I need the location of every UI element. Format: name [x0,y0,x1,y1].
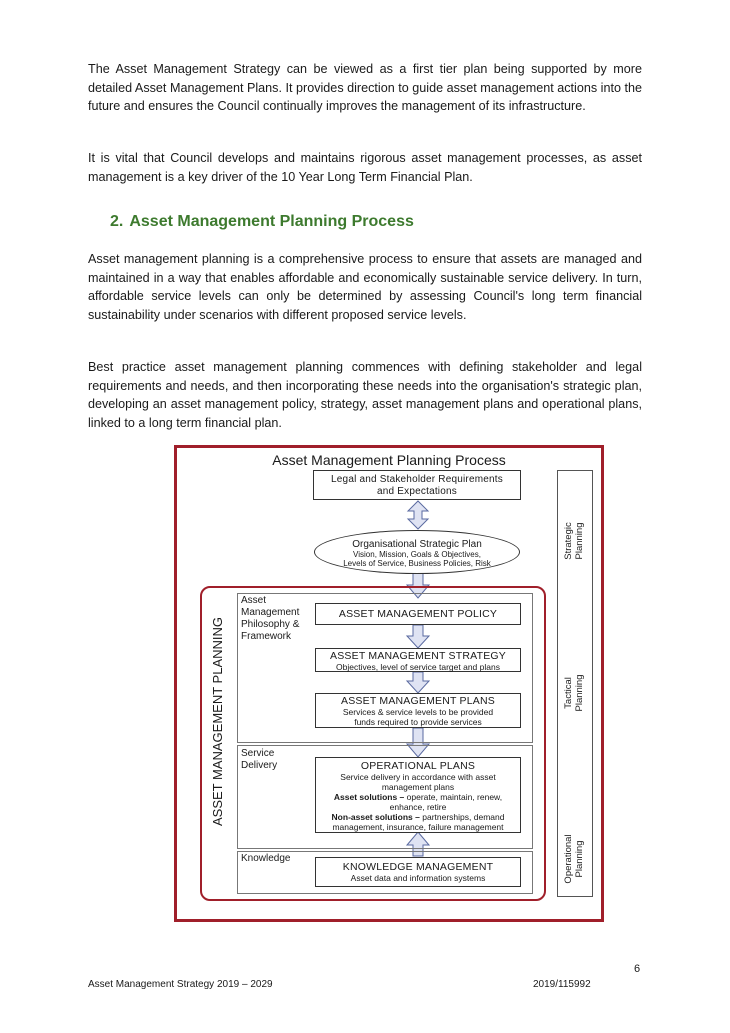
operational-sub-1: Service delivery in accordance with asset [340,772,496,782]
knowledge-title: KNOWLEDGE MANAGEMENT [342,861,494,873]
plans-title: ASSET MANAGEMENT PLANS [341,695,495,707]
footer-document-title: Asset Management Strategy 2019 – 2029 [88,979,273,990]
strategic-planning-label [564,501,588,581]
planning-process-diagram [174,445,604,922]
asset-solutions-line-2: enhance, retire [389,802,447,812]
strategy-box [315,648,521,672]
diagram-title: Asset Management Planning Process [272,452,506,468]
operational-sub-2: management plans [381,782,455,792]
strategy-sub: Objectives, level of service target and plans [336,662,500,672]
plans-sub-1: Services & service levels to be provided [342,707,494,717]
strategy-title: ASSET MANAGEMENT STRATEGY [330,650,506,662]
service-delivery-label: Service Delivery [241,748,278,771]
tactical-word: Tactical [563,677,574,709]
knowledge-label: Knowledge [241,853,291,864]
philosophy-label: Asset Management Philosophy & Framework [241,595,300,642]
non-asset-solutions-line-2: management, insurance, failure management [332,822,504,832]
legal-requirements-box [313,470,521,500]
operational-word: Operational [563,834,574,884]
section-title: Asset Management Planning Process [129,213,414,230]
operational-plans-box [315,757,521,833]
non-asset-solutions-rest: partnerships, demand [419,812,505,822]
legal-line-2: and Expectations [377,486,457,497]
double-arrow-icon [408,501,428,529]
asset-solutions-line [316,792,520,802]
asset-solutions-bold: Asset solutions – [333,792,405,802]
planning-word: Planning [573,840,585,878]
strategic-plan-oval [314,530,520,574]
policy-box [315,603,521,625]
strategic-plan-line-1: Vision, Mission, Goals & Objectives, [353,550,481,559]
operational-title: OPERATIONAL PLANS [360,760,476,772]
knowledge-management-box [315,857,521,887]
policy-title: ASSET MANAGEMENT POLICY [338,608,498,620]
non-asset-solutions-bold: Non-asset solutions – [331,812,420,822]
planning-word: Planning [573,674,585,712]
body-paragraph-2: Best practice asset management planning commences with defining stakeholder and legal requirements and needs, and then incorporating these needs into the organisation's strategic plan, developing an asset management policy, strategy, asset management plans and operational plans, linked to a long term financial plan. [88,360,642,430]
plans-sub-2: funds required to provide services [354,717,482,727]
planning-word: Planning [573,522,585,560]
strategic-word: Strategic [563,522,574,560]
section-number: 2. [110,213,124,230]
body-paragraph-1: Asset management planning is a comprehensive process to ensure that assets are managed and maintained in a way that enables affordable and economically sustainable service delivery. In turn, affordable service levels can only be determined by assessing Council's long term financial sustainability under scenarios with different proposed service levels. [88,252,642,322]
operational-planning-label [564,819,588,899]
non-asset-solutions-line [316,812,520,822]
knowledge-sub: Asset data and information systems [350,873,486,883]
intro-paragraph-2: It is vital that Council develops and maintains rigorous asset management processes, as asset management is a key driver of the 10 Year Long Term Financial Plan. [88,151,642,184]
plans-box [315,693,521,728]
tactical-planning-label [564,653,588,733]
legal-line-1: Legal and Stakeholder Requirements [331,474,503,485]
strategic-plan-line-2: Levels of Service, Business Policies, Risk [343,559,491,568]
page-number: 6 [634,963,641,975]
footer-document-number: 2019/115992 [533,979,591,990]
asset-management-planning-label: ASSET MANAGEMENT PLANNING [210,616,225,826]
asset-solutions-rest: operate, maintain, renew, [404,792,503,802]
strategic-plan-title: Organisational Strategic Plan [352,539,482,550]
planning-tier-column [557,470,593,897]
section-heading [110,213,414,231]
intro-paragraph-1: The Asset Management Strategy can be viewed as a first tier plan being supported by more detailed Asset Management Plans. It provides direction to guide asset management actions into the future and ensures the Council continually improves the management of its infrastructure. [88,62,642,113]
